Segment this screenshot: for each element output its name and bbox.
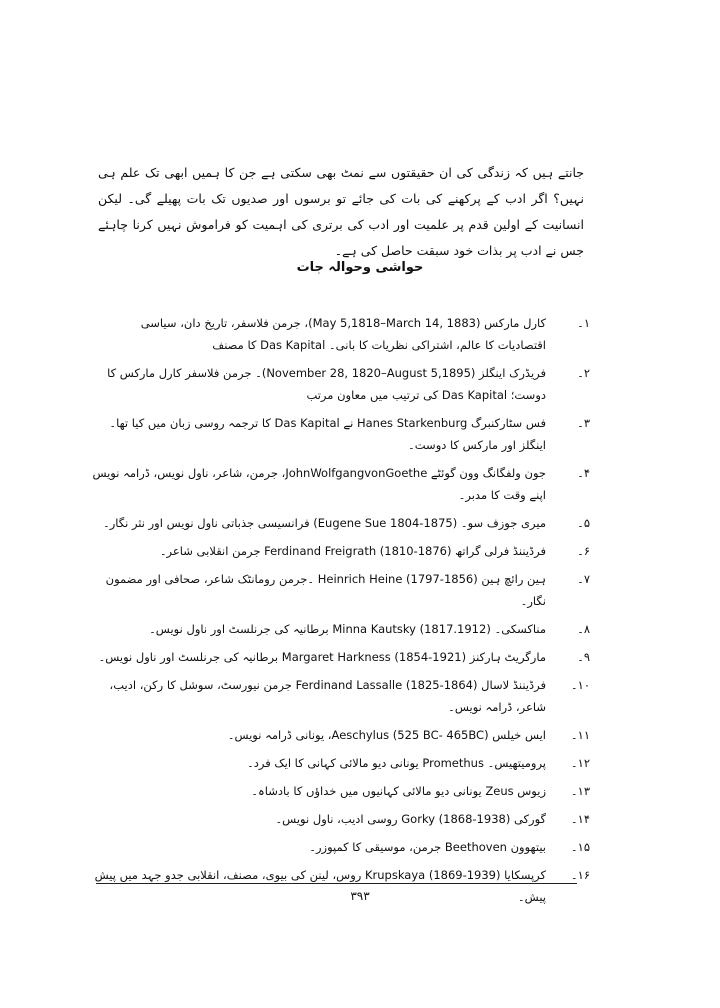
footnote-number: ۸۔ <box>577 622 590 636</box>
intro-paragraph: جانتے ہیں کہ زندگی کی ان حقیقتوں سے نمٹ بھی سکتی ہے جن کا ہمیں ابھی تک علم ہی نہیں؟ اگر ادب کے پرکھنے کی بات کی جائے تو برسوں اور صدیوں تک بات پھیلے گی۔ لیکن انسانیت کے اولین قدم پر علمیت اور ادب کی برتری کی اہمیت کو فراموش نہیں کرنا چاہئے جس نے ادب پر بذات خود سبقت حاصل کی ہے۔ <box>98 164 584 258</box>
footnote-number: ۹۔ <box>577 650 590 664</box>
footnote-text: میری جوزف سو۔ (Eugene Sue 1804-1875) فرانسیسی جذباتی ناول نویس اور نثر نگار۔ <box>102 516 546 530</box>
footnote-number: ۶۔ <box>577 544 590 558</box>
footnote-number: ۷۔ <box>577 572 590 586</box>
footnote-text: ایس خیلس (Aeschylus (525 BC- 465BC، یونانی ڈرامہ نویس۔ <box>227 728 546 742</box>
page-number: ۳۹۳ <box>350 889 370 903</box>
footnote-text: جون ولفگانگ وون گوئٹے JohnWolfgangvonGoethe، جرمن، شاعر، ناول نویس، ڈرامہ نویس اپنے وقت کا مدبر۔ <box>92 466 546 502</box>
footnote-item <box>90 724 590 746</box>
footnote-number: ۲۔ <box>577 366 590 380</box>
footnote-item <box>90 836 590 858</box>
footnote-text: زیوس Zeus یونانی دیو مالائی کہانیوں میں خداؤں کا بادشاہ۔ <box>251 784 546 798</box>
footnote-item <box>90 808 590 830</box>
footnote-item <box>90 412 590 456</box>
footnote-text: پرومیتھیس۔ Promethus یونانی دیو مالائی کہانی کا ایک فرد۔ <box>246 756 546 770</box>
footnote-number: ۵۔ <box>577 516 590 530</box>
footnote-number: ۱۵۔ <box>570 840 590 854</box>
footnote-number: ۱۰۔ <box>570 678 590 692</box>
footnote-number: ۱۔ <box>577 316 590 330</box>
footnote-item <box>90 646 590 668</box>
footnote-number: ۱۶۔ <box>570 868 590 882</box>
footnotes-list <box>90 312 590 914</box>
footnote-text: مارگریٹ ہارکنز (Margaret Harkness (1854-1921 برطانیہ کی جرنلسٹ اور ناول نویس۔ <box>98 650 546 664</box>
footnote-number: ۱۴۔ <box>570 812 590 826</box>
footnote-item <box>90 512 590 534</box>
footnote-number: ۱۲۔ <box>570 756 590 770</box>
footnote-item <box>90 568 590 612</box>
footnote-item <box>90 674 590 718</box>
footnote-text: فرڈیننڈ فرلی گراتھ (Ferdinand Freigrath (1810-1876 جرمن انقلابی شاعر۔ <box>159 544 546 558</box>
footer-divider <box>96 883 577 884</box>
footnote-number: ۱۱۔ <box>570 728 590 742</box>
notes-heading: حواشی وحوالہ جات <box>296 260 424 275</box>
footnote-text: فریڈرک اینگلز (November 28, 1820–August 5,1895)۔ جرمن فلاسفر کارل مارکس کا دوست؛ Das Kapital کی ترتیب میں معاون مرتب <box>107 366 546 402</box>
footnote-text: بیتھوون Beethoven جرمن، موسیقی کا کمپوزر۔ <box>309 840 546 854</box>
footnote-text: فس سٹارکنبرگ Hanes Starkenburg نے Das Kapital کا ترجمہ روسی زبان میں کیا تھا۔ اینگلز اور مارکس کا دوست۔ <box>109 416 546 452</box>
footnote-item <box>90 312 590 356</box>
footnote-text: کارل مارکس (May 5,1818–March 14, 1883)، جرمن فلاسفر، تاریخ دان، سیاسی اقتصادیات کا عالم، اشتراکی نظریات کا بانی۔ Das Kapital کا مصنف <box>140 316 546 352</box>
footnote-number: ۴۔ <box>577 466 590 480</box>
footnote-item <box>90 618 590 640</box>
footnote-number: ۳۔ <box>577 416 590 430</box>
footnote-text: گورکی (Gorky (1868-1938 روسی ادیب، ناول نویس۔ <box>275 812 546 826</box>
footnote-item <box>90 362 590 406</box>
footnote-number: ۱۳۔ <box>570 784 590 798</box>
footnote-text: فرڈیننڈ لاسال (Ferdinand Lassalle (1825-1864 جرمن نیورسٹ، سوشل کا رکن، ادیب، شاعر، ڈرامہ نویس۔ <box>109 678 546 714</box>
footnote-item <box>90 780 590 802</box>
footnote-text: کرپسکایا (Krupskaya (1869-1939 روس، لینن کی بیوی، مصنف، انقلابی جدو جہد میں پیش پیش۔ <box>94 868 546 904</box>
footnote-text: مناکسکی۔ (Minna Kautsky (1817.1912 برطانیہ کی جرنلسٹ اور ناول نویس۔ <box>149 622 546 636</box>
footnote-item <box>90 752 590 774</box>
footnote-item <box>90 462 590 506</box>
footnote-item <box>90 540 590 562</box>
footnote-text: ہین رائچ ہین (Heinrich Heine (1797-1856 ۔جرمن رومانٹک شاعر، صحافی اور مضمون نگار۔ <box>105 572 546 608</box>
